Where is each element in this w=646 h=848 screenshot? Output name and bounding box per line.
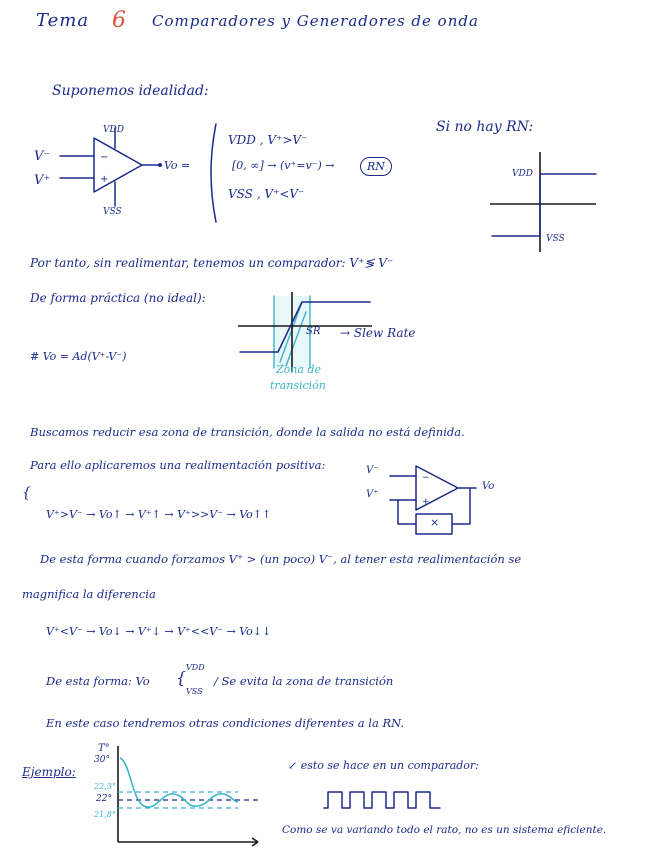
sr-label: SR	[306, 326, 321, 337]
para3-bottom: VSS	[186, 687, 203, 696]
tick-22: 22°	[96, 794, 112, 804]
temperature-plot	[112, 742, 282, 846]
example-note1: ↙ esto se hace en un comparador:	[288, 759, 479, 772]
svg-text:−: −	[100, 152, 109, 163]
example-note2: Como se va variando todo el rato, no es un sistema eficiente.	[282, 824, 607, 836]
ideal-vplus: V⁺	[34, 173, 51, 188]
para2-line2: magnifica la diferencia	[22, 587, 156, 601]
title-number: 6	[112, 8, 127, 33]
formula-vo: # Vo = Ad(V⁺-V⁻)	[30, 350, 127, 363]
para3-brace: {	[176, 668, 187, 687]
no-rn-vss: VSS	[546, 234, 565, 244]
chain1: V⁺>V⁻ → Vo↑ → V⁺↑ → V⁺>>V⁻ → Vo↑↑	[46, 508, 272, 521]
zone-label-2: transición	[270, 379, 326, 392]
para1-line1: Buscamos reducir esa zona de transición, donde la salida no está definida.	[30, 425, 465, 439]
svg-text:+: +	[422, 497, 430, 507]
para3-top: VDD	[186, 663, 205, 672]
title-part2: Comparadores y Generadores de onda	[152, 12, 479, 30]
para2-line1: De esta forma cuando forzamos V⁺ > (un poco) V⁻, al tener esta realimentación se	[40, 552, 522, 566]
para3-suffix: / Se evita la zona de transición	[214, 674, 394, 688]
zone-label-1: Zona de	[276, 363, 321, 376]
title-part1: Tema	[36, 10, 90, 31]
fb-vplus: V⁺	[366, 489, 379, 500]
ideal-case2: [0, ∞] → (v⁺=v⁻) →	[232, 159, 335, 172]
axis-t-label: T°	[98, 743, 110, 754]
rn-badge: RN	[360, 157, 392, 176]
ideal-vo: Vo =	[164, 159, 191, 172]
line-practica: De forma práctica (no ideal):	[30, 291, 206, 305]
fb-box-label: ×	[430, 516, 440, 529]
line-por-tanto: Por tanto, sin realimentar, tenemos un comparador: V⁺≶ V⁻	[30, 256, 394, 270]
ideal-case3: VSS , V⁺<V⁻	[228, 187, 305, 201]
no-rn-heading: Si no hay RN:	[436, 119, 534, 135]
square-wave-sketch	[324, 788, 444, 812]
ideal-vminus: V⁻	[34, 149, 51, 164]
chain2: V⁺<V⁻ → Vo↓ → V⁺↓ → V⁺<<V⁻ → Vo↓↓	[46, 625, 272, 638]
para4: En este caso tendremos otras condiciones diferentes a la RN.	[46, 716, 405, 730]
tick-22-3: 22,3°	[94, 782, 116, 791]
svg-text:−: −	[422, 473, 430, 483]
ideal-case1: VDD , V⁺>V⁻	[228, 133, 308, 147]
ideal-vdd: VDD	[103, 125, 124, 135]
ideal-heading: Suponemos idealidad:	[52, 83, 209, 99]
tick-30: 30°	[94, 755, 110, 765]
opamp-ideal-diagram	[30, 118, 230, 228]
no-rn-vdd: VDD	[512, 169, 533, 179]
bracket-glyph: {	[22, 485, 31, 501]
tick-21-8: 21,8°	[94, 810, 116, 819]
slew-rate-label: → Slew Rate	[340, 326, 416, 340]
svg-text:+: +	[100, 174, 109, 185]
fb-vminus: V⁻	[366, 465, 379, 476]
para3-prefix: De esta forma: Vo	[46, 674, 150, 688]
fb-vo: Vo	[482, 481, 495, 492]
para1-line2: Para ello aplicaremos una realimentación positiva:	[30, 458, 326, 472]
ideal-vss: VSS	[103, 207, 122, 217]
example-label: Ejemplo:	[22, 765, 76, 779]
